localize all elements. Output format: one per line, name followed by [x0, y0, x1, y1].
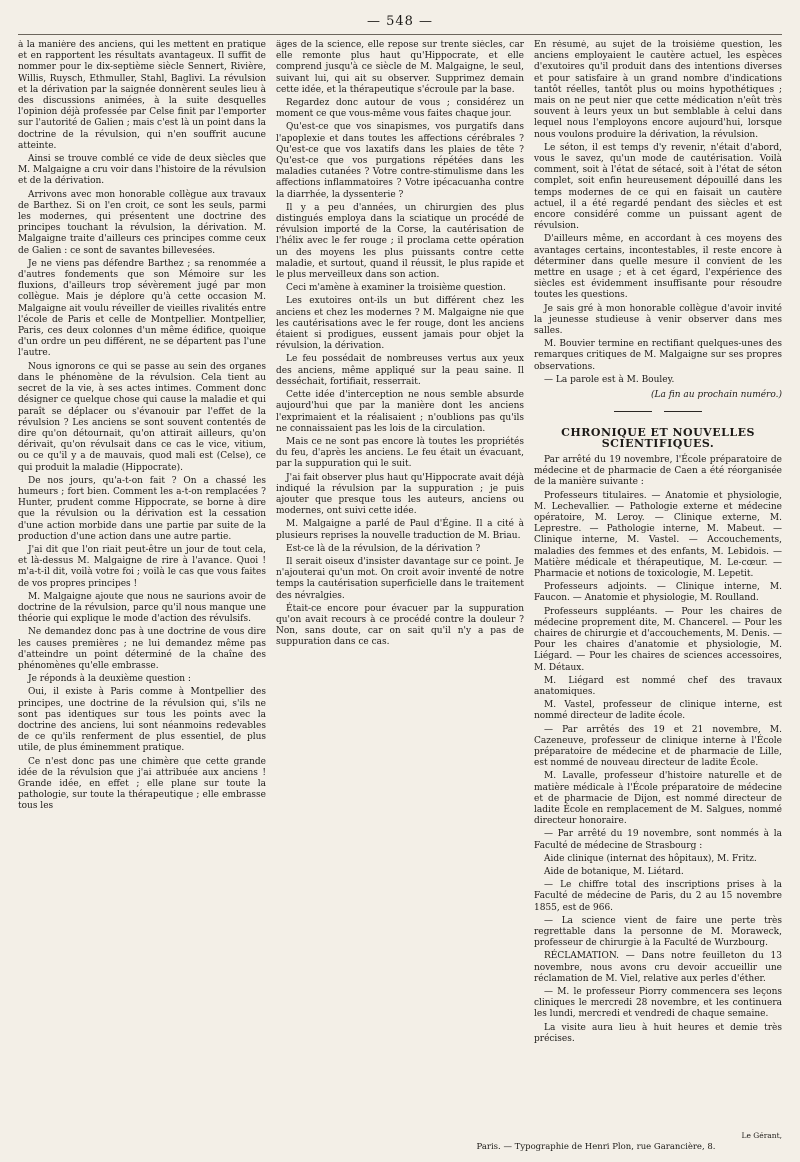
paragraph: M. Malgaigne ajoute que nous ne saurions avoir de doctrine de la révulsion, parce qu'il nous manque une théorie qui explique le mode d'action des révulsifs.: [18, 591, 266, 625]
news-item: Professeurs suppléants. — Pour les chaires de médecine proprement dite, M. Chancerel. — Pour les chaires de chirurgie et d'accouchements, M. Denis. — Pour les chaires d'anatomie et physiologie, M. Liégard. — Pour les chaires de sciences accessoires, M. Détaux.: [534, 606, 782, 673]
paragraph: Je ne viens pas défendre Barthez ; sa renommée a d'autres fondements que son Mémoire sur les fluxions, d'ailleurs trop sévèrement jugé par mon collègue. Mais je déplore qu'à cette occasion M. Malgaigne ait voulu réveiller de vieilles rivalités entre l'école de Paris et celle de Montpellier. Montpellier, Paris, ces deux colonnes d'un même édifice, quoique d'un ordre un peu différent, ne se départent pas l'une l'autre.: [18, 258, 266, 359]
manager-label: Le Gérant,: [741, 1131, 782, 1140]
column-3: [534, 40, 782, 1144]
paragraph: Ne demandez donc pas à une doctrine de vous dire les causes premières ; ne lui demandez même pas d'atteindre un point déterminé de la chaîne des phénomènes qu'elle embrasse.: [18, 627, 266, 671]
paragraph: à la manière des anciens, qui les mettent en pratique et en rapportent les résultats avantageux. Il suffit de nommer pour le dix-septième siècle Sennert, Rivière, Willis, Ruysch, Ethmuller, Stahl, Baglivi. La révulsion et la dérivation par la saignée donnèrent seules lieu à des discussions animées, à la suite desquelles l'opinion déjà professée par Celse finit par l'emporter sur l'autorité de Galien ; mais c'est là un point dans la doctrine de la révulsion, qui n'en souffrit aucune atteinte.: [18, 40, 266, 151]
news-item: — Par arrêtés des 19 et 21 novembre, M. Cazeneuve, professeur de clinique interne à l'École préparatoire de médecine et de pharmacie de Lille, est nommé de nouveau directeur de ladite École.: [534, 724, 782, 769]
news-item: Par arrêté du 19 novembre, l'École préparatoire de médecine et de pharmacie de Caen a été réorganisée de la manière suivante :: [534, 454, 782, 488]
news-item: Professeurs titulaires. — Anatomie et physiologie, M. Lechevallier. — Pathologie externe et médecine opératoire, M. Leroy. — Clinique externe, M. Leprestre. — Pathologie interne, M. Mabeut. — Clinique interne, M. Vastel. — Accouchements, maladies des femmes et des enfants, M. Lebidois. — Matière médicale et thérapeutique, M. Le-cœur. — Pharmacie et notions de toxicologie, M. Lepetit.: [534, 490, 782, 579]
news-item: Professeurs adjoints. — Clinique interne, M. Faucon. — Anatomie et physiologie, M. Roulland.: [534, 582, 782, 604]
news-item: — La science vient de faire une perte très regrettable dans la personne de M. Moraweck, professeur de chirurgie à la Faculté de Wurzbourg.: [534, 915, 782, 949]
paragraph: Il y a peu d'années, un chirurgien des plus distingués employa dans la sciatique un procédé de révulsion importé de la Corse, la cautérisation de l'hélix avec le fer rouge ; il proclama cette opération un des moyens les plus puissants contre cette maladie, et surtout, quand il réussit, le plus rapide et le plus merveilleux dans son action.: [276, 202, 524, 281]
paragraph: Il serait oiseux d'insister davantage sur ce point. Je n'ajouterai qu'un mot. On croit avoir inventé de notre temps la cautérisation superficielle dans le traitement des névralgies.: [276, 556, 524, 601]
paragraph: De nos jours, qu'a-t-on fait ? On a chassé les humeurs ; fort bien. Comment les a-t-on remplacées ? Hunter, prudent comme Hippocrate, se borne à dire que la révulsion ou la dérivation est la cessation d'une action morbide dans une partie par suite de la production d'une action dans une autre partie.: [18, 475, 266, 542]
news-item: M. Vastel, professeur de clinique interne, est nommé directeur de ladite école.: [534, 700, 782, 722]
paragraph: Je sais gré à mon honorable collègue d'avoir invité la jeunesse studieuse à venir observer dans mes salles.: [534, 303, 782, 337]
paragraph: — La parole est à M. Bouley.: [544, 374, 675, 385]
printer-line: Paris. — Typographie de Henri Plon, rue Garancière, 8.: [476, 1142, 716, 1152]
paragraph: Le séton, il est temps d'y revenir, n'était d'abord, vous le savez, qu'un mode de cautérisation. Voilà comment, soit à l'état de sétacé, soit à l'état de séton complet, soit enfin heureusement dépouillé dans les temps modernes de ce qui en faisait un cautère actuel, il a été regardé pendant des siècles et est encore considéré comme un puissant agent de révulsion.: [534, 142, 782, 232]
paragraph: Ceci m'amène à examiner la troisième question.: [286, 283, 506, 294]
paragraph: Arrivons avec mon honorable collègue aux travaux de Barthez. Si on l'en croit, ce sont les seuls, parmi les modernes, qui présentent une doctrine des principes touchant la révulsion, la dérivation. M. Malgaigne traite d'ailleurs ces principes comme ceux de Galien : ce sont de savantes billevesées.: [18, 189, 266, 256]
paragraph: Nous ignorons ce qui se passe au sein des organes dans le phénomène de la révulsion. Cela tient au secret de la vie, à ses actes intimes. Comment donc désigner ce quelque chose qui cause la maladie et qui paraît se déplacer ou s'évanouir par l'effet de la révulsion ? Les anciens se sont souvent contentés de dire qu'on détournait, qu'on attirait ailleurs, qu'on dérivait, qu'on révulsait dans ce cas le vice, vitium, ou ce qu'il y a de mauvais, quod mali est (Celse), ce qui produit la maladie (Hippocrate).: [18, 361, 266, 473]
paragraph: Ce n'est donc pas une chimère que cette grande idée de la révulsion que j'ai attribuée aux anciens ! Grande idée, en effet ; elle plane sur toute la pathologie, sur toute la thérapeutique ; elle embrasse tous les: [18, 756, 266, 812]
section-title: CHRONIQUE ET NOUVELLES SCIENTIFIQUES.: [561, 425, 755, 450]
paragraph: M. Bouvier termine en rectifiant quelques-unes des remarques critiques de M. Malgaigne sur ses propres observations.: [534, 339, 782, 372]
continuation-note: (La fin au prochain numéro.): [650, 390, 782, 401]
imprint: [410, 1131, 782, 1152]
news-item: Aide de botanique, M. Liétard.: [544, 867, 684, 878]
news-item: M. Lavalle, professeur d'histoire naturelle et de matière médicale à l'École préparatoire de médecine et de pharmacie de Dijon, est nommé directeur de ladite École en remplacement de M. Salgues, nommé directeur honoraire.: [534, 771, 782, 827]
running-header: — 548 —: [366, 14, 434, 29]
paragraph: Qu'est-ce que vos sinapismes, vos purgatifs dans l'apoplexie et dans toutes les affections cérébrales ? Qu'est-ce que vos laxatifs dans les plaies de tête ? Qu'est-ce que vos purgations répétées dans les maladies cutanées ? Votre contre-stimulisme dans les affections inflammatoires ? Votre ipécacuanha contre la diarrhée, la dyssenterie ?: [276, 122, 524, 200]
news-item: — Le chiffre total des inscriptions prises à la Faculté de médecine de Paris, du 2 au 15 novembre 1855, est de 966.: [534, 880, 782, 913]
news-item: RÉCLAMATION. — Dans notre feuilleton du 13 novembre, nous avons cru devoir accueillir une réclamation de M. Viel, relative aux perles d'éther.: [534, 951, 782, 984]
column-1: [18, 40, 266, 1144]
paragraph: M. Malgaigne a parlé de Paul d'Égine. Il a cité à plusieurs reprises la nouvelle traduction de M. Briau.: [276, 519, 524, 541]
news-item: — Par arrêté du 19 novembre, sont nommés à la Faculté de médecine de Strasbourg :: [534, 829, 782, 851]
paragraph: J'ai dit que l'on riait peut-être un jour de tout cela, et là-dessus M. Malgaigne de rire à l'avance. Quoi ! m'a-t-il dit, voilà votre foi ; voilà le cas que vous faites de vos propres principes !: [18, 544, 266, 589]
paragraph: Mais ce ne sont pas encore là toutes les propriétés du feu, d'après les anciens. Le feu était un évacuant, par la suppuration qui le suit.: [276, 436, 524, 470]
paragraph: En résumé, au sujet de la troisième question, les anciens employaient le cautère actuel, les espèces d'exutoires qu'il produit dans des intentions diverses et pour satisfaire à un grand nombre d'indications tantôt réelles, tantôt plus ou moins hypothétiques ; mais on ne peut nier que cette médication n'eût très souvent à leurs yeux un but semblable à celui dans lequel nous l'employons encore aujourd'hui, lorsque nous voulons produire la dérivation, la révulsion.: [534, 40, 782, 140]
news-item: M. Liégard est nommé chef des travaux anatomiques.: [534, 675, 782, 697]
columns: [18, 40, 782, 1144]
paragraph: Regardez donc autour de vous ; considérez un moment ce que vous-même vous faites chaque jour.: [276, 98, 524, 120]
paragraph: Cette idée d'interception ne nous semble absurde aujourd'hui que par la manière dont les anciens l'exprimaient et la réalisaient ; n'oublions pas qu'ils ne connaissaient pas les lois de la circulation.: [276, 390, 524, 434]
paragraph: Était-ce encore pour évacuer par la suppuration qu'on avait recours à ce procédé contre la douleur ? Non, sans doute, car on sait qu'il n'y a pas de suppuration dans ce cas.: [276, 603, 524, 648]
section-divider: [534, 407, 782, 418]
paragraph: Ainsi se trouve comblé ce vide de deux siècles que M. Malgaigne a cru voir dans l'histoire de la révulsion et de la dérivation.: [18, 154, 266, 187]
paragraph: Le feu possédait de nombreuses vertus aux yeux des anciens, même appliqué sur la peau saine. Il desséchait, fortifiait, resserrait.: [276, 354, 524, 387]
paragraph: Oui, il existe à Paris comme à Montpellier des principes, une doctrine de la révulsion qui, s'ils ne sont pas identiques sur tous les points avec la doctrine des anciens, lui sont néanmoins redevables de ce qu'ils renferment de plus essentiel, de plus utile, de plus éminemment pratique.: [18, 687, 266, 754]
header-rule: [18, 34, 782, 35]
column-2: [276, 40, 524, 1144]
paragraph: âges de la science, elle repose sur trente siècles, car elle remonte plus haut qu'Hippocrate, et elle comprend jusqu'à ce siècle de M. Malgaigne, le seul, suivant lui, qui ait su observer. Supprimez demain cette idée, et la thérapeutique s'écroule par la base.: [276, 40, 524, 95]
paragraph: D'ailleurs même, en accordant à ces moyens des avantages certains, incontestables, il reste encore à déterminer dans quelle mesure il convient de les mettre en usage ; et à cet égard, l'expérience des siècles est évidemment insuffisante pour résoudre toutes les questions.: [534, 234, 782, 301]
paragraph: Est-ce là de la révulsion, de la dérivation ?: [286, 543, 481, 554]
paragraph: J'ai fait observer plus haut qu'Hippocrate avait déjà indiqué la révulsion par la suppuration ; je puis ajouter que presque tous les auteurs, anciens ou modernes, ont suivi cette idée.: [276, 472, 524, 517]
news-item: La visite aura lieu à huit heures et demie très précises.: [534, 1022, 782, 1044]
news-item: — M. le professeur Piorry commencera ses leçons cliniques le mercredi 28 novembre, et les continuera les lundi, mercredi et vendredi de chaque semaine.: [534, 987, 782, 1020]
news-item: Aide clinique (internat des hôpitaux), M. Fritz.: [544, 853, 757, 864]
paragraph: Les exutoires ont-ils un but différent chez les anciens et chez les modernes ? M. Malgaigne nie que les cautérisations avec le fer rouge, dont les anciens étaient si prodigues, eussent jamais pour objet la révulsion, la dérivation.: [276, 296, 524, 352]
paragraph: Je réponds à la deuxième question :: [28, 674, 191, 685]
